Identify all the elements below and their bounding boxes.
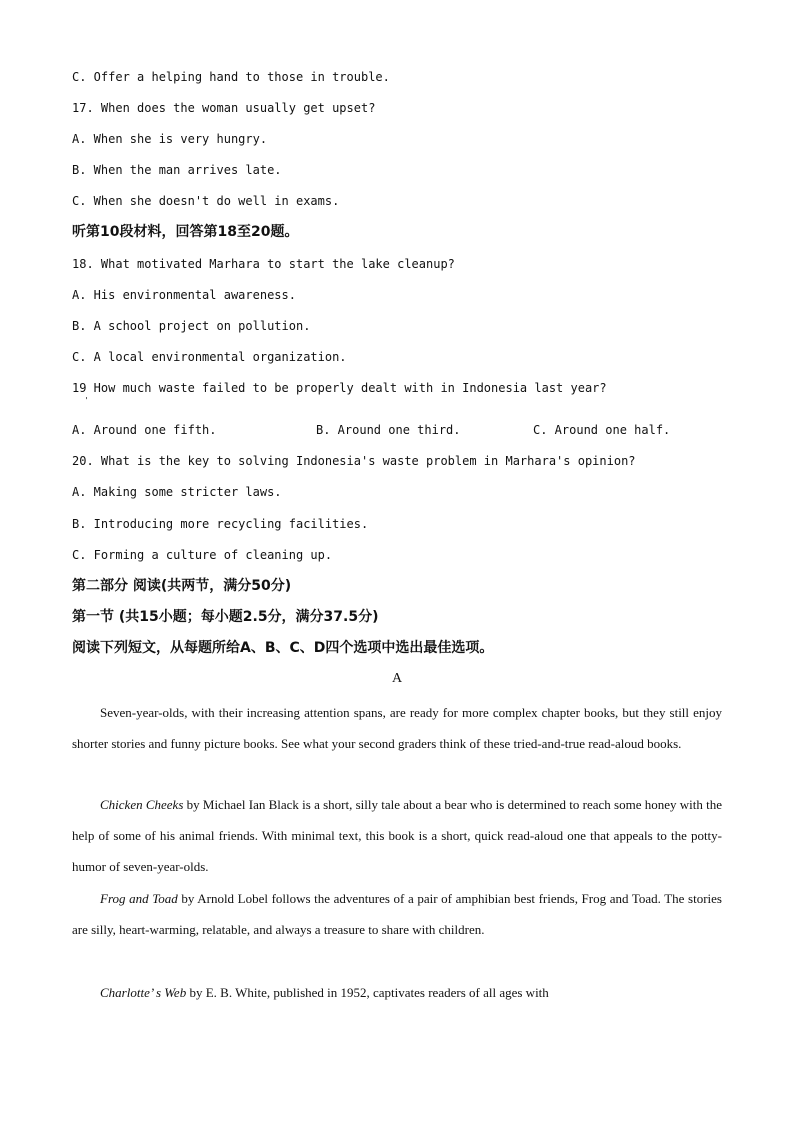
book-title-charlottes-web: Charlotte’ s Web [100,985,187,1000]
passage-paragraph-2 [72,789,722,882]
q18-option-c: C. A local environmental organization. [72,350,347,364]
section1-heading: 第一节 (共15小题；每小题2.5分，满分37.5分) [72,609,379,625]
q19-option-c: C. Around one half. [533,423,671,437]
book-title-frog-and-toad: Frog and Toad [100,891,178,906]
q20-question: 20. What is the key to solving Indonesia's waste problem in Marhara's opinion? [72,454,636,468]
q20-option-a: A. Making some stricter laws. [72,485,282,499]
q18-question: 18. What motivated Marhara to start the lake cleanup? [72,257,455,271]
q20-option-b: B. Introducing more recycling facilities. [72,517,369,531]
passage-paragraph-1: Seven-year-olds, with their increasing attention spans, are ready for more complex chapter books, but they still enjoy shorter stories and funny picture books. See what your second graders think of these tried-and-true read-aloud books. [72,705,722,751]
book-title-chicken-cheeks: Chicken Cheeks [100,797,184,812]
passage-paragraph-4 [72,977,722,1008]
q18-option-b: B. A school project on pollution. [72,319,311,333]
section-10-heading: 听第10段材料，回答第18至20题。 [72,224,299,240]
q16-option-c: C. Offer a helping hand to those in trouble. [72,70,390,84]
passage-paragraph-3 [72,883,722,945]
q19-option-a: A. Around one fifth. [72,423,217,437]
paragraph-4-text: by E. B. White, published in 1952, captivates readers of all ages with [186,985,549,1000]
q17-question: 17. When does the woman usually get upset? [72,101,376,115]
q19-option-b: B. Around one third. [316,423,461,437]
passage-label: A [391,671,403,686]
paragraph-2-text: by Michael Ian Black is a short, silly tale about a bear who is determined to reach some honey with the help of some of his animal friends. With minimal text, this book is a short, quick read-aloud one that appeals to the potty-humor of seven-year-olds. [72,797,723,874]
paragraph-3-text: by Arnold Lobel follows the adventures of a pair of amphibian best friends, Frog and Toad. The stories are silly, heart-warming, relatable, and always a treasure to share with children. [72,891,722,937]
q17-option-b: B. When the man arrives late. [72,163,282,177]
q17-option-c: C. When she doesn't do well in exams. [72,194,340,208]
q19-question: 19 How much waste failed to be properly dealt with in Indonesia last year? [72,381,607,395]
q17-option-a: A. When she is very hungry. [72,132,268,146]
part2-title: 第二部分 阅读(共两节，满分50分) [72,578,292,594]
reading-instruction: 阅读下列短文，从每题所给A、B、C、D四个选项中选出最佳选项。 [72,640,494,656]
q18-option-a: A. His environmental awareness. [72,288,296,302]
q19-stray-mark: ' [84,396,89,405]
q20-option-c: C. Forming a culture of cleaning up. [72,548,333,562]
